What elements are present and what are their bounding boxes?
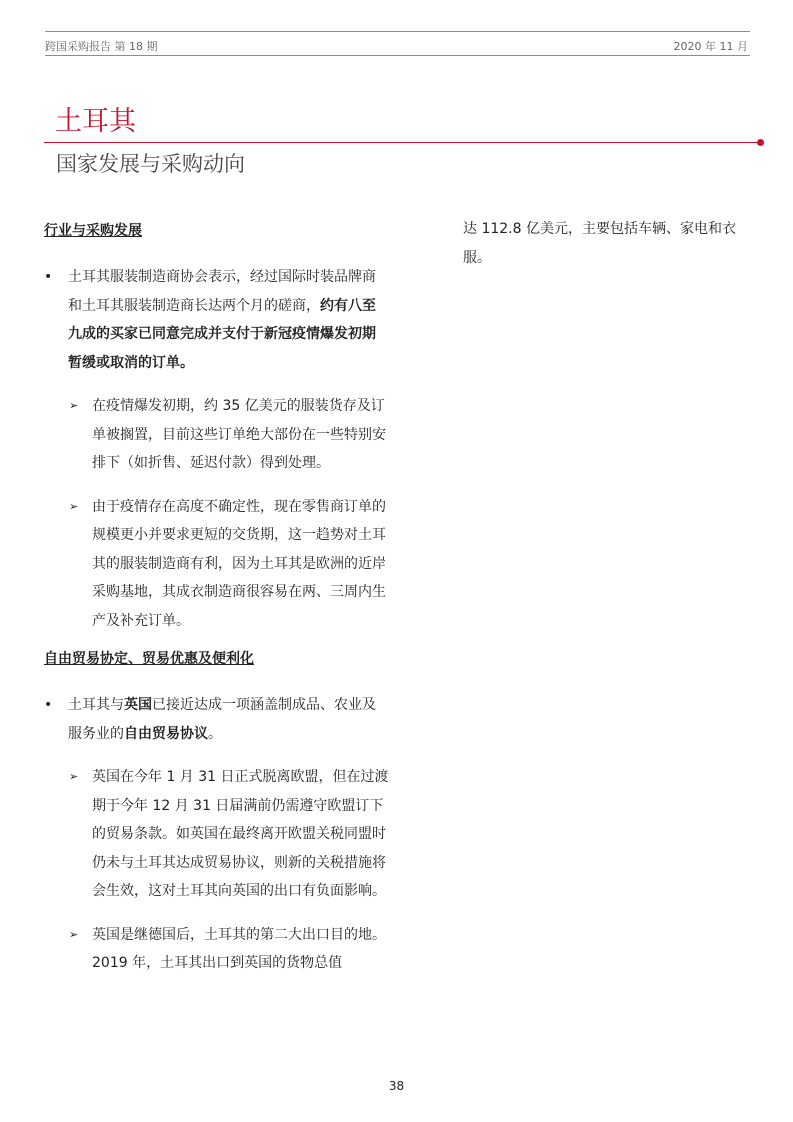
arrow-bullet-icon: ➢ bbox=[69, 770, 79, 783]
sub-bullet-text: 英国在今年 1 月 31 日正式脱离欧盟，但在过渡期于今年 12 月 31 日届满前仍需遵守欧盟订下的贸易条款。如英国在最终离开欧盟关税同盟时仍未与土耳其达成贸易协议，则新的关税措施将会生效，这对土耳其向英国的出口有负面影响。 bbox=[92, 769, 389, 899]
header-top-rule bbox=[45, 31, 750, 32]
left-column bbox=[44, 220, 389, 993]
sub-bullet-item bbox=[44, 493, 389, 636]
bullet-bold-text: 自由贸易协议 bbox=[124, 725, 208, 742]
right-column bbox=[463, 215, 753, 272]
sub-bullet-item bbox=[44, 763, 389, 906]
bullet-item bbox=[44, 263, 389, 377]
section-heading-industry: 行业与采购发展 bbox=[44, 223, 142, 239]
sub-bullet-text: 英国是继德国后，土耳其的第二大出口目的地。2019 年，土耳其出口到英国的货物总值 bbox=[92, 926, 386, 971]
continued-paragraph: 达 112.8 亿美元，主要包括车辆、家电和衣服。 bbox=[463, 221, 736, 266]
page-title: 土耳其 bbox=[55, 106, 136, 137]
bullet-dot-icon: • bbox=[44, 269, 53, 285]
bullet-text: 。 bbox=[208, 725, 222, 742]
sub-bullet-item bbox=[44, 921, 389, 978]
bullet-text: 土耳其与 bbox=[68, 697, 124, 713]
page-number: 38 bbox=[388, 1079, 405, 1093]
bullet-bold-text: 英国 bbox=[124, 697, 152, 713]
header-report-title: 跨国采购报告 第 18 期 bbox=[45, 40, 158, 53]
header-date: 2020 年 11 月 bbox=[673, 40, 748, 53]
section-heading-trade: 自由贸易协定、贸易优惠及便利化 bbox=[44, 651, 254, 667]
bullet-item bbox=[44, 691, 389, 748]
bullet-text: 已接近达成一项涵盖制成品、农业及服务业的 bbox=[68, 697, 376, 742]
sub-bullet-item bbox=[44, 392, 389, 478]
sub-bullet-text: 在疫情爆发初期，约 35 亿美元的服装货存及订单被搁置，目前这些订单绝大部份在一些特别安排下（如折售、延迟付款）得到处理。 bbox=[92, 398, 386, 471]
title-rule-dot bbox=[757, 139, 764, 146]
bullet-dot-icon: • bbox=[44, 697, 53, 713]
arrow-bullet-icon: ➢ bbox=[69, 499, 79, 513]
header-bottom-rule bbox=[45, 55, 750, 56]
bullet-text: 土耳其服装制造商协会表示，经过国际时装品牌商和土耳其服装制造商长达两个月的磋商， bbox=[68, 269, 376, 314]
bullet-bold-text: 约有八至九成的买家已同意完成并支付于新冠疫情爆发初期暂缓或取消的订单。 bbox=[68, 297, 376, 371]
arrow-bullet-icon: ➢ bbox=[69, 927, 79, 941]
sub-bullet-text: 由于疫情存在高度不确定性，现在零售商订单的规模更小并要求更短的交货期，这一趋势对土耳其的服装制造商有利，因为土耳其是欧洲的近岸采购基地，其成衣制造商很容易在两、三周内生产及补充订单。 bbox=[92, 498, 386, 629]
page-subtitle: 国家发展与采购动向 bbox=[56, 152, 245, 176]
arrow-bullet-icon: ➢ bbox=[69, 399, 79, 412]
title-rule bbox=[44, 142, 760, 143]
